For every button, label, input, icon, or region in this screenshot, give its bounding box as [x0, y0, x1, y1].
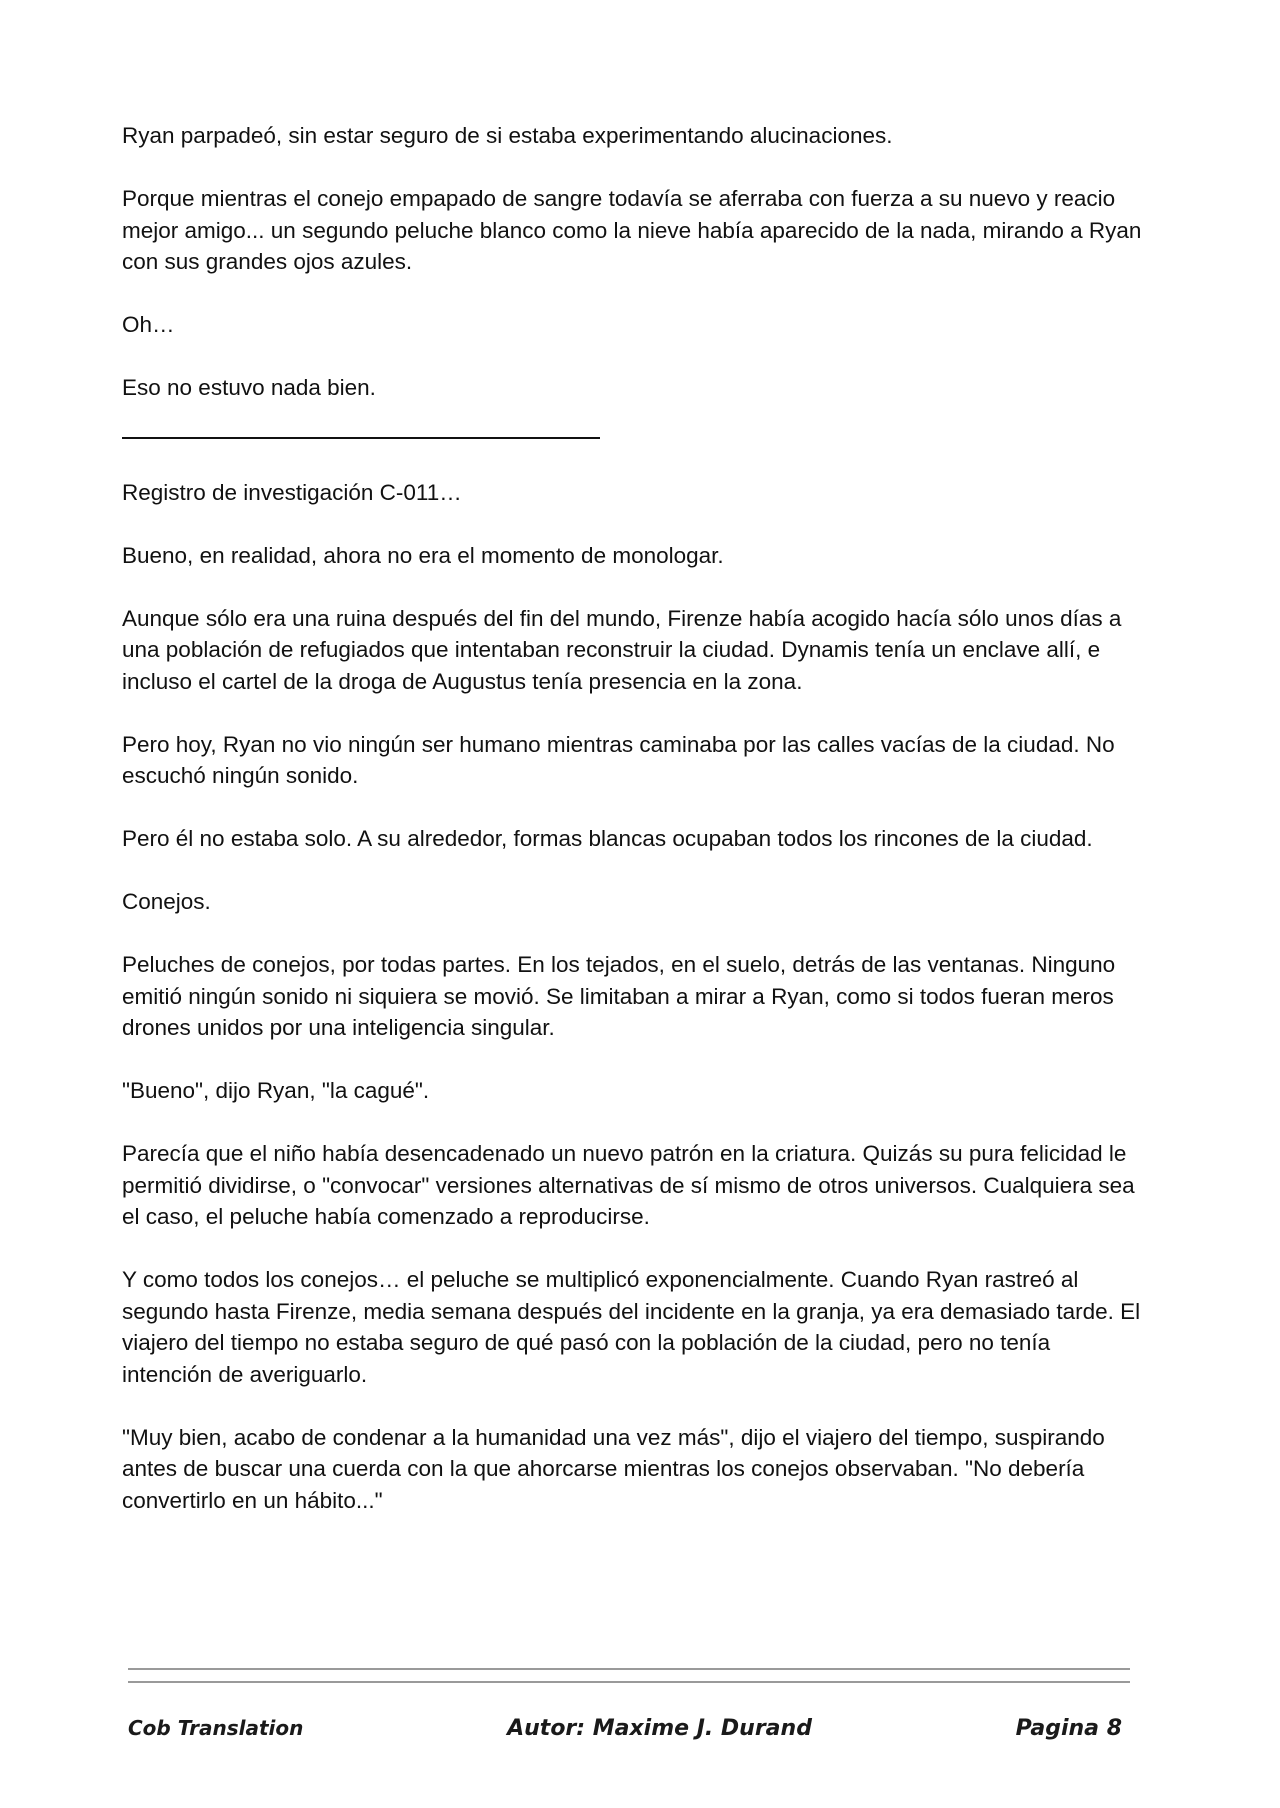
paragraph: Eso no estuvo nada bien.: [122, 375, 376, 400]
footer-page-number: Pagina 8: [1015, 1716, 1122, 1741]
footer-translator: Cob Translation: [128, 1716, 304, 1740]
page-body: [122, 120, 1142, 1548]
page-footer: [128, 1716, 1130, 1741]
footer-rule-top: [128, 1668, 1130, 1670]
paragraph: Bueno, en realidad, ahora no era el momento de monologar.: [122, 542, 724, 568]
paragraph: Aunque sólo era una ruina después del fin del mundo, Firenze había acogido hacía sólo unos días a una población de refugiados que intentaban reconstruir la ciudad. Dynamis tenía un enclave allí, e incluso el cartel de la droga de Augustus tenía presencia en la zona.: [122, 605, 1122, 694]
paragraph: Conejos.: [122, 889, 211, 914]
footer-rules: [128, 1668, 1130, 1694]
paragraph: "Bueno", dijo Ryan, "la cagué".: [122, 1078, 430, 1103]
paragraph: Oh…: [122, 312, 175, 337]
paragraph: Ryan parpadeó, sin estar seguro de si estaba experimentando alucinaciones.: [122, 123, 893, 148]
paragraph: Pero hoy, Ryan no vio ningún ser humano mientras caminaba por las calles vacías de la ciudad. No escuchó ningún sonido.: [122, 731, 1115, 788]
paragraph: Registro de investigación C-011…: [122, 479, 462, 505]
paragraph: Y como todos los conejos… el peluche se multiplicó exponencialmente. Cuando Ryan rastreó al segundo hasta Firenze, media semana después del incidente en la granja, ya era demasiado tarde. El viajero del tiempo no estaba seguro de qué pasó con la población de la ciudad, pero no tenía intención de averiguarlo.: [122, 1267, 1141, 1387]
paragraph: Parecía que el niño había desencadenado un nuevo patrón en la criatura. Quizás su pura felicidad le permitió dividirse, o "convocar" versiones alternativas de sí mismo de otros universos. Cualquiera sea el caso, el peluche había comenzado a reproducirse.: [122, 1141, 1135, 1229]
footer-author: Autor: Maxime J. Durand: [507, 1716, 812, 1741]
paragraph: Porque mientras el conejo empapado de sangre todavía se aferraba con fuerza a su nuevo y reacio mejor amigo... un segundo peluche blanco como la nieve había aparecido de la nada, mirando a Ryan con sus grandes ojos azules.: [122, 186, 1142, 274]
section-separator: [122, 437, 600, 439]
paragraph: "Muy bien, acabo de condenar a la humanidad una vez más", dijo el viajero del tiempo, suspirando antes de buscar una cuerda con la que ahorcarse mientras los conejos observaban. "No debería convertirlo en un hábito...": [122, 1424, 1105, 1513]
paragraph: Peluches de conejos, por todas partes. En los tejados, en el suelo, detrás de las ventanas. Ninguno emitió ningún sonido ni siquiera se movió. Se limitaban a mirar a Ryan, como si todos fueran meros drones unidos por una inteligencia singular.: [122, 952, 1116, 1040]
footer-rule-bottom: [128, 1681, 1130, 1683]
paragraph: Pero él no estaba solo. A su alrededor, formas blancas ocupaban todos los rincones de la ciudad.: [122, 826, 1093, 851]
